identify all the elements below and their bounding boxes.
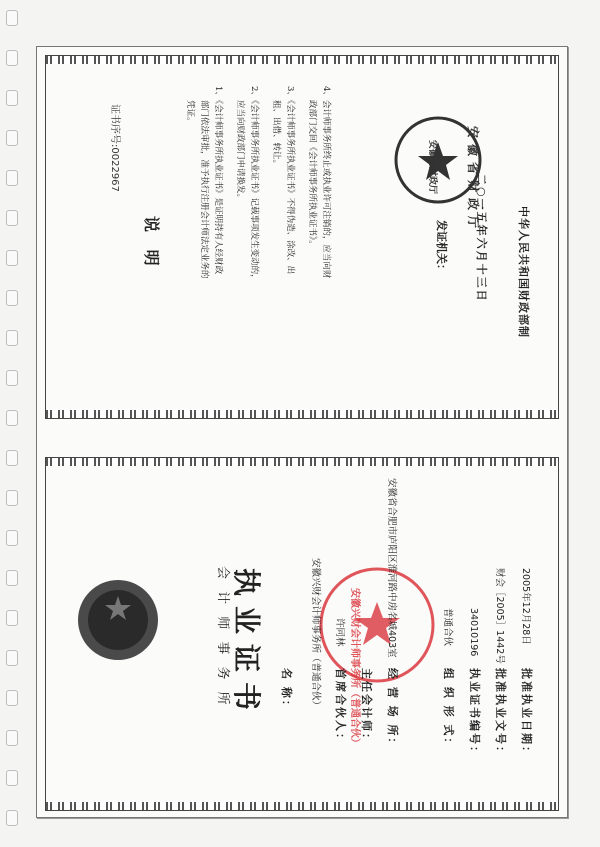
certificate-sheet: [36, 46, 568, 818]
field-label: 首席合伙人：: [334, 668, 347, 746]
field-value: [385, 478, 404, 658]
note-line: 凭证。: [185, 100, 195, 126]
hole: [6, 650, 18, 666]
border-pattern: [46, 802, 558, 810]
field-value: [467, 608, 486, 656]
hole: [6, 810, 18, 826]
field-value: [493, 568, 512, 664]
hole: [6, 170, 18, 186]
field-label: 执业证书编号：: [468, 668, 481, 759]
field-value-text: 34010196: [468, 608, 479, 657]
note-line: 应当向财政部门申请换发。: [235, 100, 245, 203]
field-value-text: 普通合伙: [442, 608, 453, 647]
hole: [6, 10, 18, 26]
field-name: [441, 668, 460, 751]
hole: [6, 250, 18, 266]
field-value: [519, 568, 538, 645]
explanation-panel: [45, 55, 559, 419]
hole: [6, 690, 18, 706]
certificate-serial: 证书序号:0022967: [109, 104, 120, 192]
hole: [6, 130, 18, 146]
note-line: 租、出借、转让。: [271, 100, 281, 169]
note-line: 2、《会计师事务所执业证书》记载事项发生变动的，: [249, 86, 259, 283]
issuer-label: 发证机关：: [435, 220, 448, 275]
field-value: [441, 608, 460, 646]
field-value-text: 2005年12月28日: [520, 568, 531, 645]
hole: [6, 290, 18, 306]
field-value-text: 财会［2005］1442号: [494, 568, 505, 664]
binding-holes: [0, 0, 26, 847]
issue-date: 二○一五年六月十三日: [475, 174, 488, 303]
border-pattern: [46, 56, 558, 64]
field-name: [359, 668, 378, 746]
border-pattern: [46, 458, 558, 466]
note-line: 部门依法审批，准予执行注册会计师法定业务的: [199, 100, 209, 279]
hole: [6, 570, 18, 586]
hole: [6, 210, 18, 226]
field-name: [519, 668, 538, 759]
hole: [6, 410, 18, 426]
hole: [6, 610, 18, 626]
field-value: [333, 618, 352, 647]
firm-seal-text: 安徽兴财会计师事务所（普通合伙）: [349, 588, 360, 748]
field-label: 经 营 场 所：: [386, 668, 399, 751]
hole: [6, 90, 18, 106]
field-label: 主任会计师：: [360, 668, 373, 746]
explanation-heading: 说 明: [142, 216, 161, 272]
seal-inner-text: 安徽省财政厅: [427, 140, 437, 195]
hole: [6, 50, 18, 66]
field-name: [279, 668, 298, 713]
note-line: 3、《会计师事务所执业证书》不得伪造、涂改、出: [285, 86, 295, 275]
hole: [6, 530, 18, 546]
note-line: 1、《会计师事务所执业证书》是证明持有人经财政: [213, 86, 223, 275]
field-value: [309, 558, 328, 710]
field-label: 批准执业文号：: [494, 668, 507, 759]
license-subtitle: 会 计 师 事 务 所: [215, 566, 230, 709]
hole: [6, 770, 18, 786]
field-label: 组 织 形 式：: [442, 668, 455, 751]
supervisor-label: 中华人民共和国财政部制: [517, 206, 530, 338]
border-pattern: [46, 410, 558, 418]
field-name: [385, 668, 404, 751]
hole: [6, 730, 18, 746]
field-value-text: 许同林: [334, 618, 345, 647]
field-value-text: 安徽省合肥市庐阳区淮河路中房名城403室: [386, 478, 397, 658]
license-panel: [45, 457, 559, 811]
note-line: 4、会计师事务所终止或执业许可注销的，应当向财: [321, 86, 331, 279]
field-value-text: 安徽兴财会计师事务所（普通合伙）: [310, 558, 321, 711]
hole: [6, 330, 18, 346]
hole: [6, 370, 18, 386]
note-line: 政部门交回《会计师事务所执业证书》。: [307, 100, 317, 249]
license-title: 执业证书: [230, 568, 263, 721]
field-label: 名 称：: [280, 668, 293, 713]
hole: [6, 450, 18, 466]
field-name: [467, 668, 486, 759]
field-name: [333, 668, 352, 746]
hole: [6, 490, 18, 506]
national-emblem: [76, 578, 160, 662]
field-name: [493, 668, 512, 759]
seal-text: 安徽省财政厅: [466, 126, 480, 235]
field-label: 批准执业日期：: [520, 668, 533, 759]
